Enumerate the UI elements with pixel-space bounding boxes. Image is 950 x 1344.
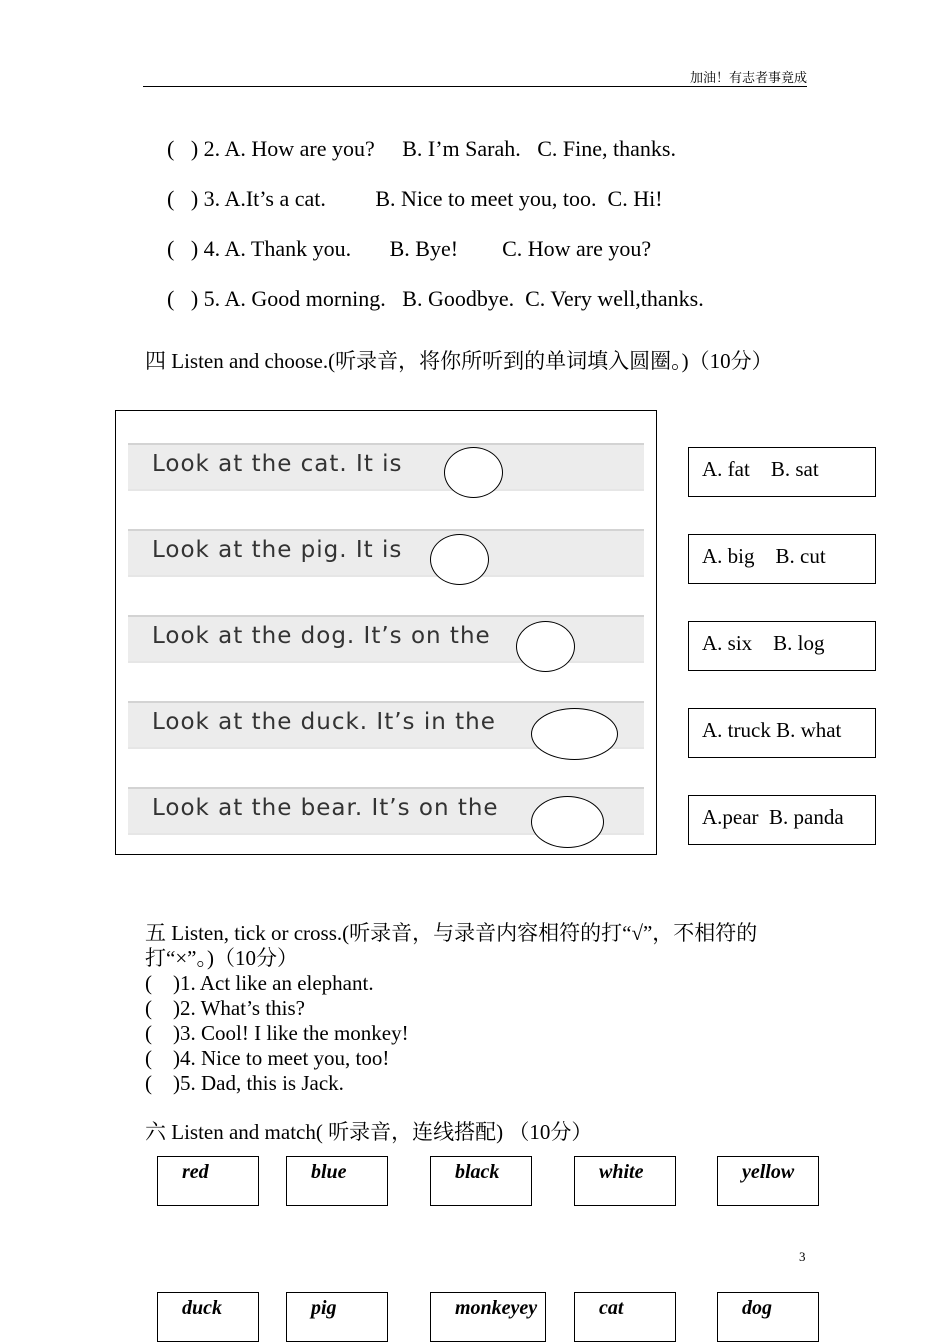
option-text: A. fat B. sat [702, 457, 819, 481]
option-box [688, 795, 876, 845]
sentence-strip [128, 443, 644, 491]
animal-word-box[interactable] [157, 1292, 259, 1342]
option-box [688, 534, 876, 584]
question-5: ( ) 5. A. Good morning. B. Goodbye. C. Very well,thanks. [167, 286, 704, 311]
section6-title: 六 Listen and match( 听录音，连线搭配) （10分） [145, 1120, 593, 1144]
color-word-box[interactable] [574, 1156, 676, 1206]
color-word-box[interactable] [430, 1156, 532, 1206]
animal-word-box[interactable] [574, 1292, 676, 1342]
answer-circle[interactable] [516, 621, 575, 672]
option-box [688, 621, 876, 671]
answer-circle[interactable] [444, 447, 503, 498]
animal-word-box[interactable] [430, 1292, 546, 1342]
page-header [143, 64, 807, 87]
animal-word: dog [742, 1297, 772, 1319]
section4-title: 四 Listen and choose.(听录音，将你所听到的单词填入圆圈。)（10分） [145, 349, 773, 373]
answer-circle[interactable] [430, 534, 489, 585]
tick-item-3: ( )3. Cool! I like the monkey! [145, 1021, 409, 1045]
answer-circle[interactable] [531, 708, 618, 760]
option-box [688, 447, 876, 497]
option-text: A.pear B. panda [702, 805, 844, 829]
option-text: A. big B. cut [702, 544, 826, 568]
animal-word: pig [311, 1297, 337, 1319]
header-motto: 加油！有志者事竟成 [689, 70, 807, 85]
option-text: A. six B. log [702, 631, 825, 655]
answer-circle[interactable] [531, 796, 604, 848]
question-2: ( ) 2. A. How are you? B. I’m Sarah. C. Fine, thanks. [167, 136, 676, 161]
tick-item-5: ( )5. Dad, this is Jack. [145, 1071, 344, 1095]
color-word-box[interactable] [286, 1156, 388, 1206]
section5-title: 五 Listen, tick or cross.(听录音，与录音内容相符的打“√”，不相符的打“×”。)（10分） [145, 921, 758, 970]
sentence-text: Look at the pig. It is [152, 537, 403, 563]
color-word-box[interactable] [157, 1156, 259, 1206]
color-word: red [182, 1161, 209, 1183]
question-3: ( ) 3. A.It’s a cat. B. Nice to meet you, too. C. Hi! [167, 186, 663, 211]
color-word: black [455, 1161, 500, 1183]
tick-item-1: ( )1. Act like an elephant. [145, 971, 374, 995]
tick-item-4: ( )4. Nice to meet you, too! [145, 1046, 390, 1070]
sentence-text: Look at the bear. It’s on the [152, 795, 499, 821]
color-word: white [599, 1161, 644, 1183]
page-number: 3 [799, 1249, 806, 1264]
animal-word-box[interactable] [717, 1292, 819, 1342]
sentence-image-panel [115, 410, 657, 855]
option-text: A. truck B. what [702, 718, 842, 742]
sentence-strip [128, 529, 644, 577]
sentence-text: Look at the duck. It’s in the [152, 709, 496, 735]
animal-word: duck [182, 1297, 222, 1319]
animal-word: monkeyey [455, 1297, 538, 1319]
tick-item-2: ( )2. What’s this? [145, 996, 306, 1020]
question-4: ( ) 4. A. Thank you. B. Bye! C. How are you? [167, 236, 652, 261]
animal-word: cat [599, 1297, 624, 1319]
color-word-box[interactable] [717, 1156, 819, 1206]
option-box [688, 708, 876, 758]
color-word: yellow [742, 1161, 795, 1183]
sentence-text: Look at the dog. It’s on the [152, 623, 491, 649]
sentence-text: Look at the cat. It is [152, 451, 403, 477]
animal-word-box[interactable] [286, 1292, 388, 1342]
color-word: blue [311, 1161, 347, 1183]
